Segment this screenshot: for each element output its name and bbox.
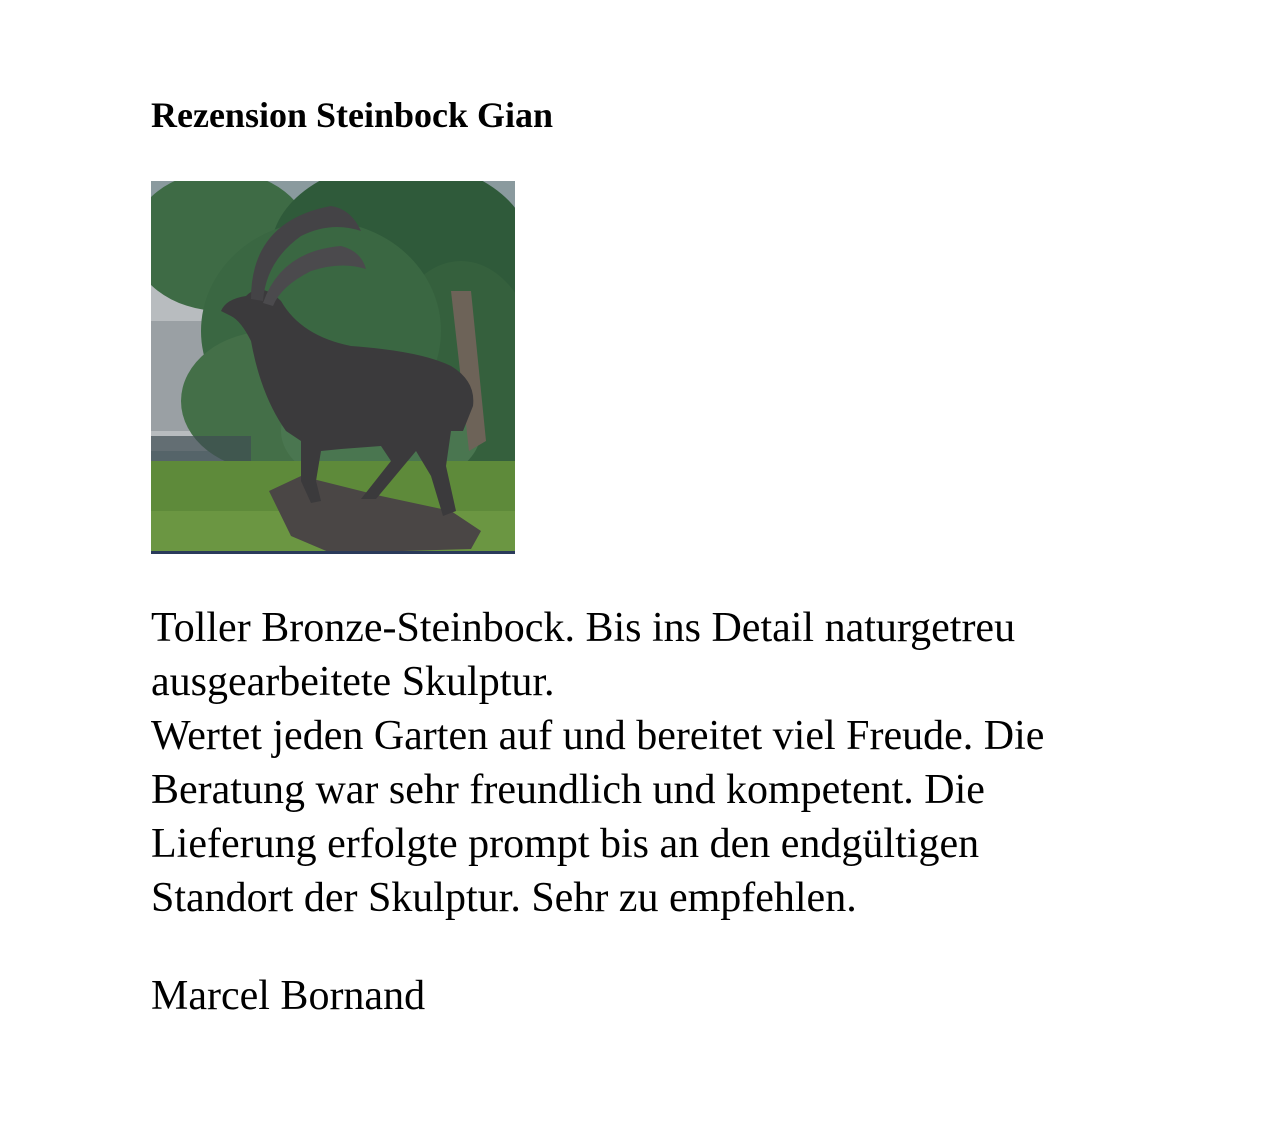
review-line: ausgearbeitete Skulptur. xyxy=(151,659,555,705)
review-author: Marcel Bornand xyxy=(151,973,426,1019)
ibex-sculpture-photo xyxy=(151,181,515,554)
review-text xyxy=(151,601,1151,925)
ibex-sculpture-image xyxy=(151,181,515,554)
review-line: Wertet jeden Garten auf und bereitet viel Freude. Die xyxy=(151,713,1045,759)
review-line: Beratung war sehr freundlich und kompetent. Die xyxy=(151,767,985,813)
review-line: Toller Bronze-Steinbock. Bis ins Detail naturgetreu xyxy=(151,605,1016,651)
review-line: Standort der Skulptur. Sehr zu empfehlen. xyxy=(151,875,857,921)
review-line: Lieferung erfolgte prompt bis an den endgültigen xyxy=(151,821,980,867)
review-title: Rezension Steinbock Gian xyxy=(151,95,554,135)
